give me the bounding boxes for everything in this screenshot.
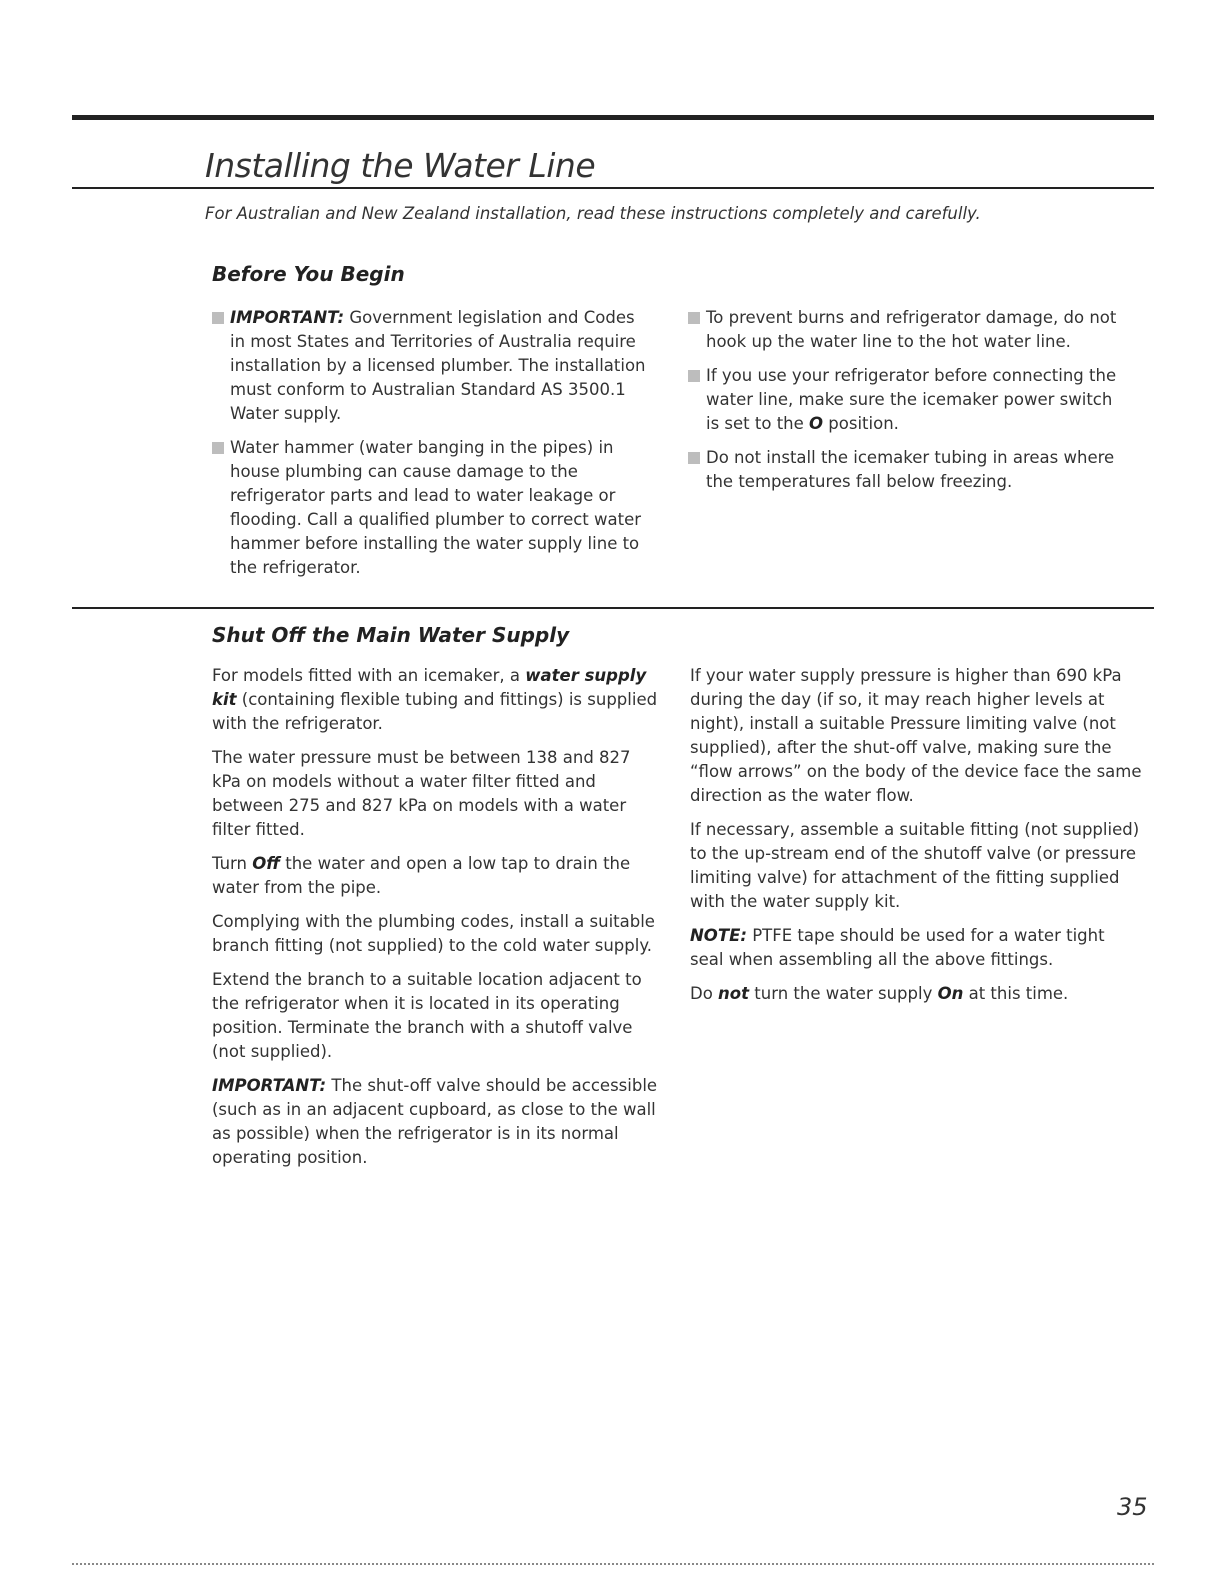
water-supply-kit-label: water supply kit — [212, 666, 647, 709]
section-rule — [72, 607, 1154, 609]
paragraph: NOTE: PTFE tape should be used for a water tight seal when assembling all the above fittings. — [690, 926, 1105, 969]
bullet-item — [212, 306, 652, 426]
page-subtitle: For Australian and New Zealand installation, read these instructions completely and carefully. — [205, 204, 981, 223]
bullet-text: position. — [823, 414, 899, 433]
important-label: IMPORTANT: — [230, 308, 345, 327]
bullet-item — [688, 446, 1128, 494]
bottom-dotted-rule — [72, 1563, 1154, 1565]
important-label: IMPORTANT: — [212, 1076, 327, 1095]
bullet-item — [212, 436, 652, 580]
top-rule — [72, 115, 1154, 120]
bullet-text: Do not install the icemaker tubing in areas where the temperatures fall below freezing. — [706, 448, 1115, 491]
paragraph: Extend the branch to a suitable location adjacent to the refrigerator when it is located in its operating position. Terminate the branch with a shutoff valve (not supplied). — [212, 970, 642, 1061]
bullet-square-icon — [212, 312, 224, 324]
bullet-square-icon — [688, 452, 700, 464]
bullet-text: If you use your refrigerator before connecting the water line, make sure the icemaker power switch is set to the — [706, 366, 1117, 433]
paragraph: For models fitted with an icemaker, a water supply kit (containing flexible tubing and fittings) is supplied with the refrigerator. — [212, 666, 658, 733]
title-rule — [72, 187, 1154, 189]
bullet-text: Water hammer (water banging in the pipes) in house plumbing can cause damage to the refrigerator parts and lead to water leakage or flooding. Call a qualified plumber to correct water hammer before installing the water supply line to the refrigerator. — [230, 438, 642, 577]
bullet-item — [688, 306, 1128, 354]
paragraph: If necessary, assemble a suitable fitting (not supplied) to the up-stream end of the shutoff valve (or pressure limiting valve) for attachment of the fitting supplied with the water supply kit. — [690, 820, 1140, 911]
page-title: Installing the Water Line — [205, 146, 596, 185]
on-label: On — [937, 984, 964, 1003]
shutoff-left-column — [212, 664, 664, 1180]
before-left-column — [212, 306, 652, 590]
bullet-square-icon — [212, 442, 224, 454]
before-heading: Before You Begin — [212, 262, 405, 286]
bullet-text: To prevent burns and refrigerator damage, do not hook up the water line to the hot water line. — [706, 308, 1117, 351]
paragraph: Complying with the plumbing codes, install a suitable branch fitting (not supplied) to the cold water supply. — [212, 912, 655, 955]
before-right-column — [688, 306, 1128, 504]
paragraph: Do not turn the water supply On at this time. — [690, 984, 1069, 1003]
paragraph: Turn Off the water and open a low tap to drain the water from the pipe. — [212, 854, 631, 897]
bullet-square-icon — [688, 370, 700, 382]
shutoff-right-column — [690, 664, 1142, 1016]
page-number: 35 — [1117, 1493, 1148, 1521]
bullet-square-icon — [688, 312, 700, 324]
paragraph: If your water supply pressure is higher than 690 kPa during the day (if so, it may reach higher levels at night), install a suitable Pressure limiting valve (not supplied), after the shut-off valve, making sure the “flow arrows” on the body of the device face the same direction as the water flow. — [690, 666, 1142, 805]
not-label: not — [718, 984, 750, 1003]
bullet-item — [688, 364, 1128, 436]
bullet-text: Government legislation and Codes in most States and Territories of Australia require installation by a licensed plumber. The installation must conform to Australian Standard AS 3500.1 Water supply. — [230, 308, 646, 423]
position-o-label: O — [809, 414, 824, 433]
paragraph: The water pressure must be between 138 and 827 kPa on models without a water filter fitted and between 275 and 827 kPa on models with a water filter fitted. — [212, 748, 631, 839]
off-label: Off — [252, 854, 280, 873]
paragraph: IMPORTANT: The shut-off valve should be accessible (such as in an adjacent cupboard, as close to the wall as possible) when the refrigerator is in its normal operating position. — [212, 1076, 658, 1167]
note-label: NOTE: — [690, 926, 747, 945]
shutoff-heading: Shut Off the Main Water Supply — [212, 623, 570, 647]
